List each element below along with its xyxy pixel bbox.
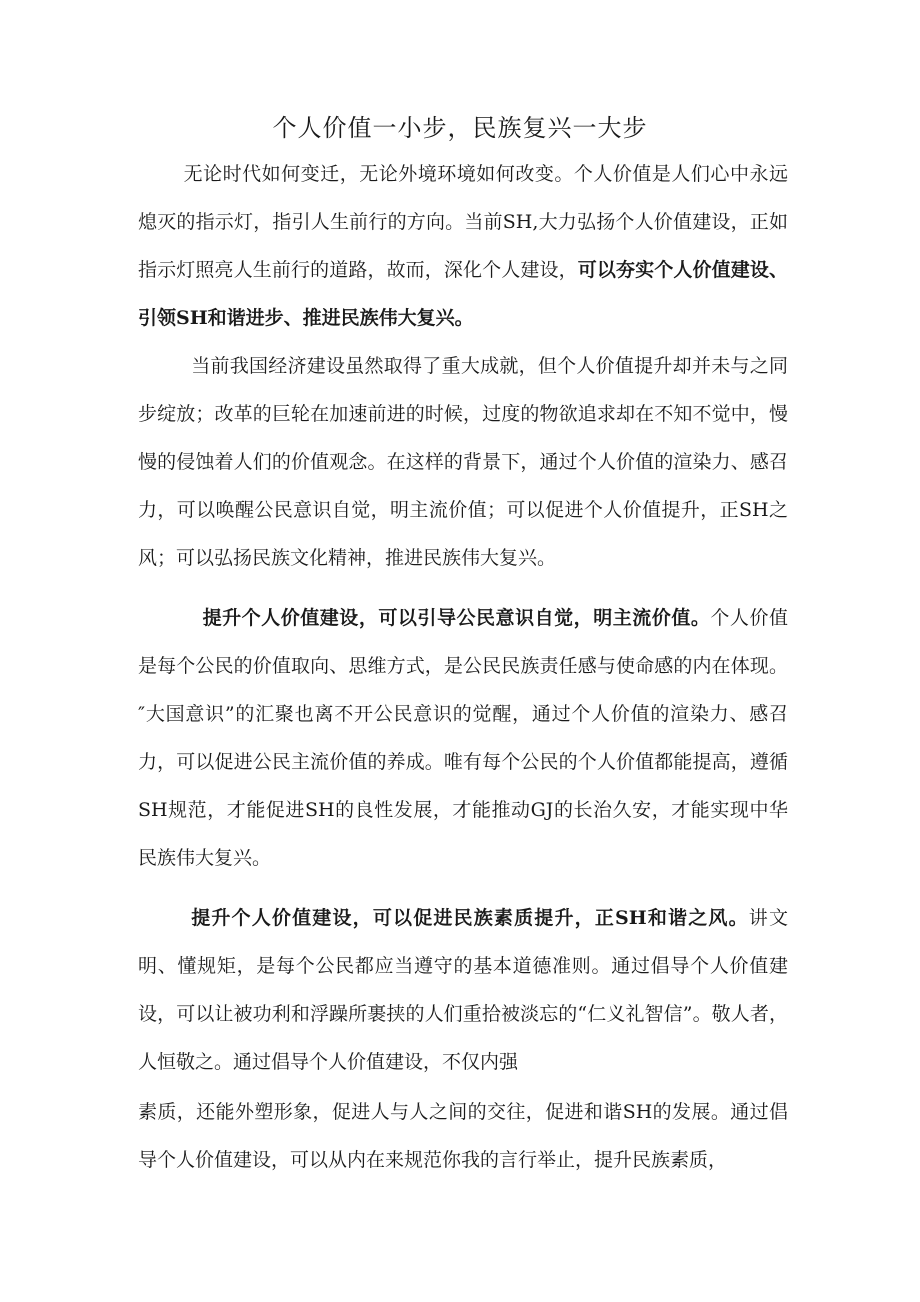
document-title: 个人价值一小步，民族复兴一大步	[272, 114, 648, 142]
paragraph-2	[138, 342, 788, 582]
paragraph-4-bold: 提升个人价值建设，可以促进民族素质提升，正SH和谐之风。	[191, 907, 749, 929]
paragraph-5	[138, 1088, 788, 1184]
paragraph-4	[138, 894, 788, 1086]
paragraph-4-tail: 讲文明、懂规矩，是每个公民都应当遵守的基本道德准则。通过倡导个人价值建设，可以让被功利和浮躁所裹挟的人们重拾被淡忘的“仁义礼智信”。敬人者，人恒敬之。通过倡导个人价值建设，不仅内强	[138, 907, 788, 1073]
paragraph-1	[138, 150, 788, 342]
paragraph-5-text: 素质，还能外塑形象，促进人与人之间的交往，促进和谐SH的发展。通过倡导个人价值建设，可以从内在来规范你我的言行举止，提升民族素质，	[138, 1101, 788, 1171]
paragraph-1-text: 无论时代如何变迁，无论外境环境如何改变。个人价值是人们心中永远熄灭的指示灯，指引人生前行的方向。当前SH,大力弘扬个人价值建设，正如指示灯照亮人生前行的道路，故而，深化个人建设，	[138, 163, 788, 281]
paragraph-3-tail: 个人价值是每个公民的价值取向、思维方式，是公民民族责任感与使命感的内在体现。″大国意识”的汇聚也离不开公民意识的觉醒，通过个人价值的渲染力、感召力，可以促进公民主流价值的养成。唯有每个公民的个人价值都能提高，遵循SH规范，才能促进SH的良性发展，才能推动GJ的长治久安，才能实现中华民族伟大复兴。	[138, 607, 788, 869]
paragraph-1-bold: 可以夯实个人价值建设、引领SH和谐进步、推进民族伟大复兴。	[138, 259, 788, 329]
paragraph-3-bold: 提升个人价值建设，可以引导公民意识自觉，明主流价值。	[202, 607, 711, 629]
paragraph-2-text: 当前我国经济建设虽然取得了重大成就，但个人价值提升却并未与之同步绽放；改革的巨轮在加速前进的时候，过度的物欲追求却在不知不觉中，慢慢的侵蚀着人们的价值观念。在这样的背景下，通过个人价值的渲染力、感召力，可以唤醒公民意识自觉，明主流价值；可以促进个人价值提升，正SH之风；可以弘扬民族文化精神，推进民族伟大复兴。	[138, 355, 788, 569]
document-body	[138, 150, 788, 1184]
paragraph-3	[138, 594, 788, 882]
